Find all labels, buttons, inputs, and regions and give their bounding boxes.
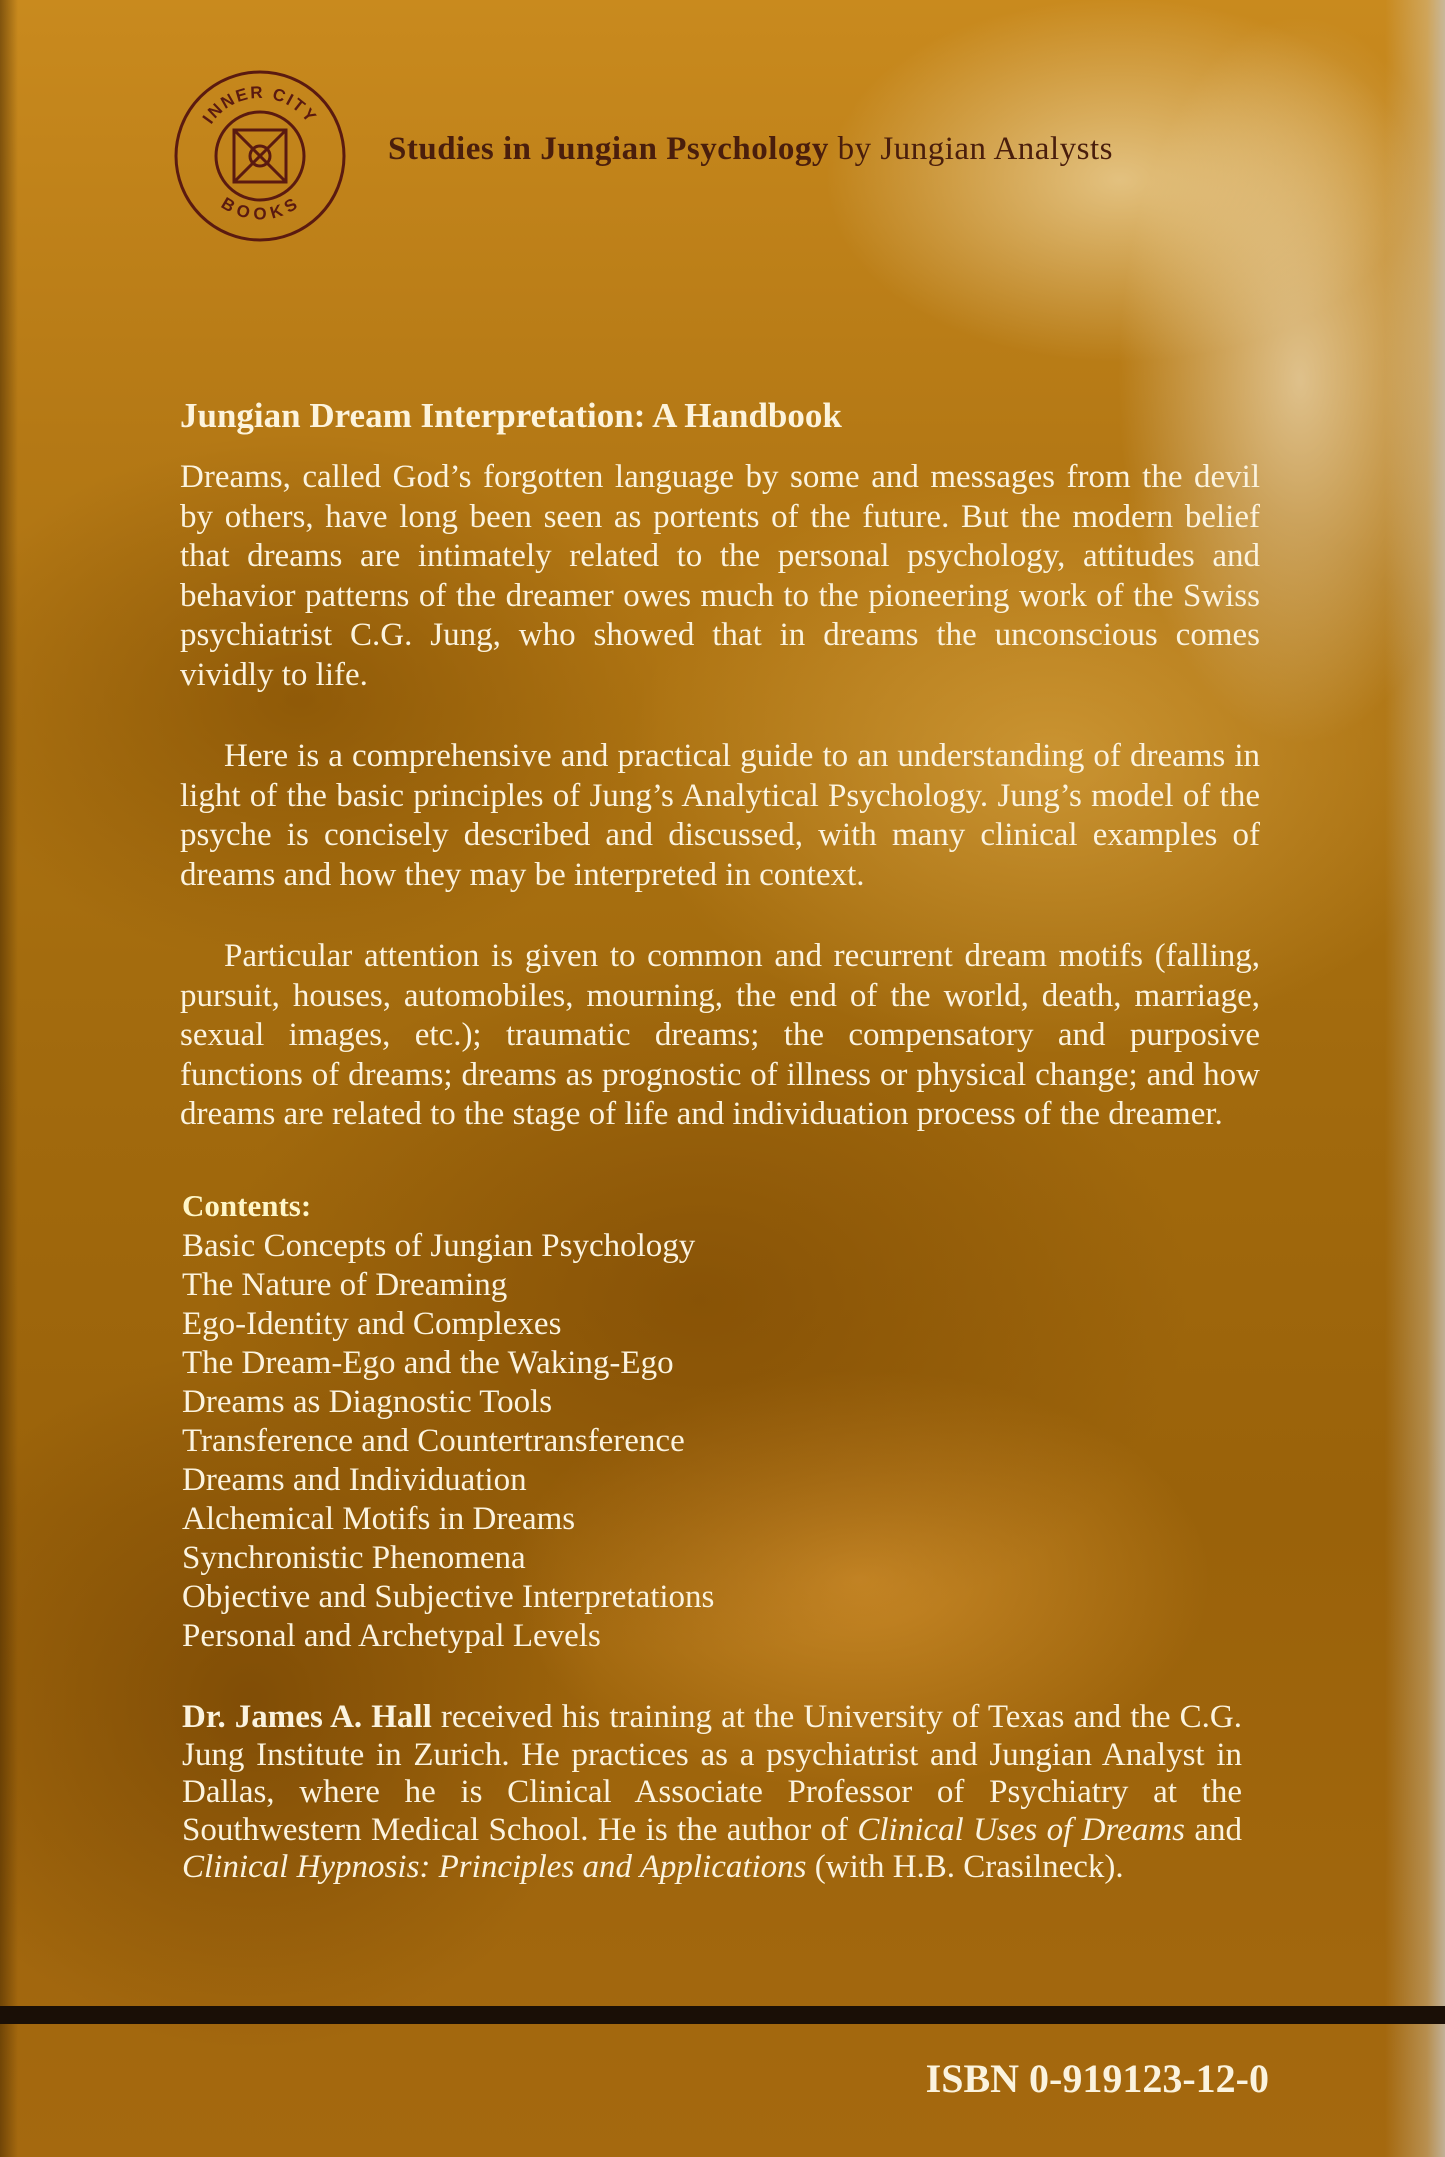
logo-top-text: INNER CITY <box>198 82 321 128</box>
contents-item: Ego-Identity and Complexes <box>182 1306 562 1342</box>
contents-item: Synchronistic Phenomena <box>182 1540 526 1576</box>
inner-city-books-logo <box>172 68 348 244</box>
contents-heading: Contents: <box>182 1188 312 1223</box>
contents-item: The Dream-Ego and the Waking-Ego <box>182 1345 674 1381</box>
series-title-bold: Studies in Jungian Psychology <box>388 131 829 167</box>
contents-list <box>182 1227 714 1656</box>
author-book-2: Clinical Hypnosis: Principles and Applications <box>182 1849 807 1885</box>
author-bio-and: and <box>1184 1811 1242 1848</box>
author-bio <box>182 1699 1242 1887</box>
contents-item: Objective and Subjective Interpretations <box>182 1579 715 1615</box>
description-paragraph-2: Here is a comprehensive and practical guide to an understanding of dreams in light of the basic principles of Jung’s Analytical Psychology. Jung’s model of the psyche is concisely described and discussed, with many clinical examples of dreams and how they may be interpreted in context. <box>180 738 1260 893</box>
svg-text:INNER CITY <box>199 83 321 127</box>
author-bio-text-2: (with H.B. Crasilneck). <box>806 1849 1124 1885</box>
series-title-rest: by Jungian Analysts <box>837 131 1113 167</box>
contents-item: Personal and Archetypal Levels <box>182 1618 601 1654</box>
svg-text:BOOKS <box>218 194 302 224</box>
contents-item: Alchemical Motifs in Dreams <box>182 1501 576 1537</box>
author-book-1: Clinical Uses of Dreams <box>857 1811 1185 1848</box>
contents-item: Transference and Countertransference <box>182 1423 685 1459</box>
logo-bottom-text: BOOKS <box>217 193 303 224</box>
contents-item: Dreams and Individuation <box>182 1462 527 1498</box>
series-title <box>388 131 1113 168</box>
isbn-number: ISBN 0-919123-12-0 <box>925 2056 1269 2101</box>
contents-item: Dreams as Diagnostic Tools <box>182 1384 553 1420</box>
glare-edge <box>1385 0 1445 2157</box>
bottom-rule <box>0 2006 1445 2024</box>
contents-item: Basic Concepts of Jungian Psychology <box>182 1228 696 1264</box>
author-name: Dr. James A. Hall <box>182 1699 432 1735</box>
book-title: Jungian Dream Interpretation: A Handbook <box>180 396 842 435</box>
spine-shadow <box>0 0 18 2157</box>
description-paragraph-3: Particular attention is given to common and recurrent dream motifs (falling, pursuit, houses, automobiles, mourning, the end of the world, death, marriage, sexual images, etc.); traumatic dreams; the compensatory and purposive functions of dreams; dreams as prognostic of illness or physical change; and how dreams are related to the stage of life and individuation process of the dreamer. <box>180 938 1260 1132</box>
contents-item: The Nature of Dreaming <box>182 1267 508 1303</box>
description-paragraph-1: Dreams, called God’s forgotten language by some and messages from the devil by others, have long been seen as portents of the future. But the modern belief that dreams are intimately related to the personal psychology, attitudes and behavior patterns of the dreamer owes much to the pioneering work of the Swiss psychiatrist C.G. Jung, who showed that in dreams the unconscious comes vividly to life. <box>180 459 1260 693</box>
author-bio-text-1: received his training at the University of Texas and the C.G. Jung Institute in Zurich. He practices as a psychiatrist and Jungian Analyst in Dallas, where he is Clinical Associate Professor of Psychiatry at the Southwestern Medical School. He is the author of <box>182 1699 1242 1848</box>
